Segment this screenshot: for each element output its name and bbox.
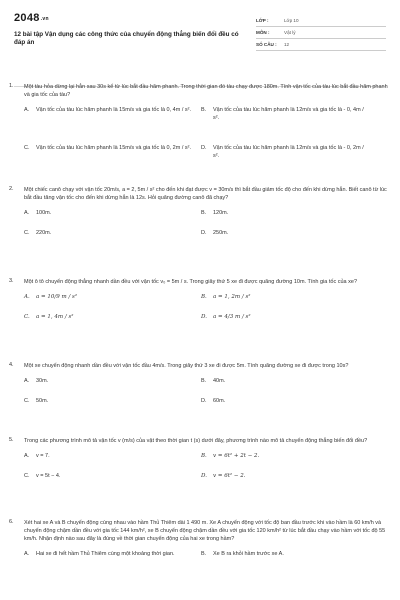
option-text: 250m. [213, 230, 229, 236]
option-a[interactable] [24, 209, 192, 217]
option-text: a = 4/3 m / s² [213, 314, 251, 320]
option-text: Xe B ra khỏi hầm trước xe A. [213, 551, 284, 557]
meta-row-subject [256, 27, 386, 39]
option-label: B. [201, 453, 207, 459]
question-6 [9, 519, 388, 557]
option-text: a = 10/9 m / s² [36, 294, 78, 300]
site-logo[interactable] [14, 12, 246, 24]
option-label: D. [201, 145, 207, 151]
option-a[interactable] [24, 106, 192, 114]
option-label: D. [201, 314, 207, 320]
option-b[interactable] [201, 293, 369, 301]
option-c[interactable] [24, 397, 192, 405]
option-label: C. [24, 230, 30, 236]
question-4 [9, 362, 388, 404]
option-c[interactable] [24, 229, 192, 237]
option-label: D. [201, 473, 207, 479]
option-text: 40m. [213, 378, 226, 384]
question-text: Một tàu hỏa dừng lại hẳn sau 30s kể từ lúc bắt đầu hãm phanh. Trong thời gian đó tàu chạy được 180m. Tính vận tốc của tàu lúc bắt đầu hãm phanh và gia tốc của tàu? [24, 84, 388, 98]
option-label: B. [201, 551, 207, 557]
question-number: 6. [9, 519, 14, 525]
option-text: 220m. [36, 230, 52, 236]
option-label: B. [201, 294, 207, 300]
option-text: Vận tốc của tàu lúc hãm phanh là 12m/s và gia tốc là - 0, 2m / s². [213, 145, 364, 159]
option-a[interactable] [24, 550, 192, 558]
option-label: B. [201, 210, 207, 216]
meta-row-class [256, 15, 386, 27]
option-text: v = 5t − 4. [36, 473, 61, 479]
page-title: 12 bài tập Vận dụng các công thức của chuyển động thẳng biến đổi đều có đáp án [14, 31, 239, 46]
option-c[interactable] [24, 144, 192, 152]
option-label: D. [201, 398, 207, 404]
option-text: Vận tốc của tàu lúc hãm phanh là 15m/s và gia tốc là 0, 4m / s². [36, 107, 191, 113]
option-d[interactable] [201, 229, 369, 237]
option-b[interactable] [201, 209, 369, 217]
question-text: Trong các phương trình mô tả vận tốc v (m/s) của vật theo thời gian t (s) dưới đây, phương trình nào mô tả chuyển động thẳng biến đổi đều? [24, 438, 368, 444]
option-text: v = 6t² + 2t − 2. [213, 453, 260, 459]
option-a[interactable] [24, 452, 192, 460]
meta-value: Vật lý [284, 30, 296, 35]
option-label: A. [24, 453, 30, 459]
option-text: Vận tốc của tàu lúc hãm phanh là 12m/s và gia tốc là - 0, 4m / s². [213, 107, 364, 121]
option-text: 30m. [36, 378, 49, 384]
option-d[interactable] [201, 397, 369, 405]
option-text: Vận tốc của tàu lúc hãm phanh là 15m/s và gia tốc là 0, 2m / s². [36, 145, 191, 151]
meta-label: LỚP : [256, 18, 269, 23]
option-label: A. [24, 294, 30, 300]
question-number: 5. [9, 437, 14, 443]
question-text: Một ô tô chuyển động thẳng nhanh dần đều với vận tốc v₀ = 5m / s. Trong giây thứ 5 xe đi được quãng đường 10m. Tính gia tốc của xe? [24, 279, 358, 285]
option-b[interactable] [201, 106, 369, 122]
question-text: Một chiếc canô chạy với vận tốc 20m/s, a = 2, 5m / s² cho đến khi đạt được v = 30m/s thì bắt đầu giảm tốc độ cho đến khi dừng hẳn. Biết canô từ lúc bắt đầu tăng vận tốc cho đến khi dừng hẳn là 12s. Hỏi quãng đường canô đã chạy? [24, 187, 387, 201]
option-label: B. [201, 107, 207, 113]
option-d[interactable] [201, 313, 369, 321]
meta-label: SỐ CÂU : [256, 42, 277, 47]
option-text: 120m. [213, 210, 229, 216]
option-text: a = 1, 4m / s² [36, 314, 74, 320]
logo-suffix: .vn [40, 16, 49, 22]
option-text: a = 1, 2m / s² [213, 294, 251, 300]
option-label: A. [24, 210, 30, 216]
option-d[interactable] [201, 472, 369, 480]
option-c[interactable] [24, 313, 192, 321]
option-text: 50m. [36, 398, 49, 404]
option-label: A. [24, 551, 30, 557]
logo-text: 2048 [14, 12, 40, 24]
question-3 [9, 278, 388, 320]
option-text: v = 7. [36, 453, 50, 459]
option-b[interactable] [201, 377, 369, 385]
option-d[interactable] [201, 144, 369, 160]
meta-label: MÔN : [256, 30, 270, 35]
question-1 [9, 83, 388, 159]
question-5 [9, 437, 388, 479]
option-label: A. [24, 107, 30, 113]
option-label: C. [24, 145, 30, 151]
option-c[interactable] [24, 472, 192, 480]
question-text: Xét hai xe A và B chuyển động cùng nhau vào hầm Thủ Thiêm dài 1 490 m. Xe A chuyển động với tốc độ ban đầu trước khi vào hầm là 60 km/h và chuyển động chậm dần đều với gia tốc 144 km/h², xe B chuyển động chậm dần đều với gia tốc 120 km/h² từ lúc bắt đầu chạy vào hầm với tốc độ 55 km/h. Nhận định nào sau đây là đúng về thời gian chuyển động của hai xe trong hầm? [24, 520, 386, 542]
option-label: B. [201, 378, 207, 384]
question-number: 1. [9, 83, 14, 89]
option-text: 100m. [36, 210, 52, 216]
option-label: D. [201, 230, 207, 236]
question-number: 4. [9, 362, 14, 368]
question-2 [9, 186, 388, 236]
option-a[interactable] [24, 293, 192, 301]
option-b[interactable] [201, 550, 369, 558]
header-left [14, 12, 246, 70]
option-label: C. [24, 314, 30, 320]
option-text: v = 6t² − 2. [213, 473, 246, 479]
question-number: 3. [9, 278, 14, 284]
meta-value: Lớp 10 [284, 18, 299, 23]
option-label: C. [24, 398, 30, 404]
header [0, 0, 400, 70]
option-a[interactable] [24, 377, 192, 385]
option-label: C. [24, 473, 30, 479]
option-label: A. [24, 378, 30, 384]
question-text: Một xe chuyển động nhanh dần đều với vận tốc đầu 4m/s. Trong giây thứ 3 xe đi được 5m. Tính quãng đường xe đi được trong 10s? [24, 363, 349, 369]
option-text: 60m. [213, 398, 226, 404]
meta-table [256, 15, 386, 70]
meta-row-count [256, 39, 386, 51]
option-text: Hai xe đi hết hầm Thủ Thiêm cùng một khoảng thời gian. [36, 551, 175, 557]
meta-value: 12 [284, 42, 290, 47]
question-number: 2. [9, 186, 14, 192]
option-b[interactable] [201, 452, 369, 460]
